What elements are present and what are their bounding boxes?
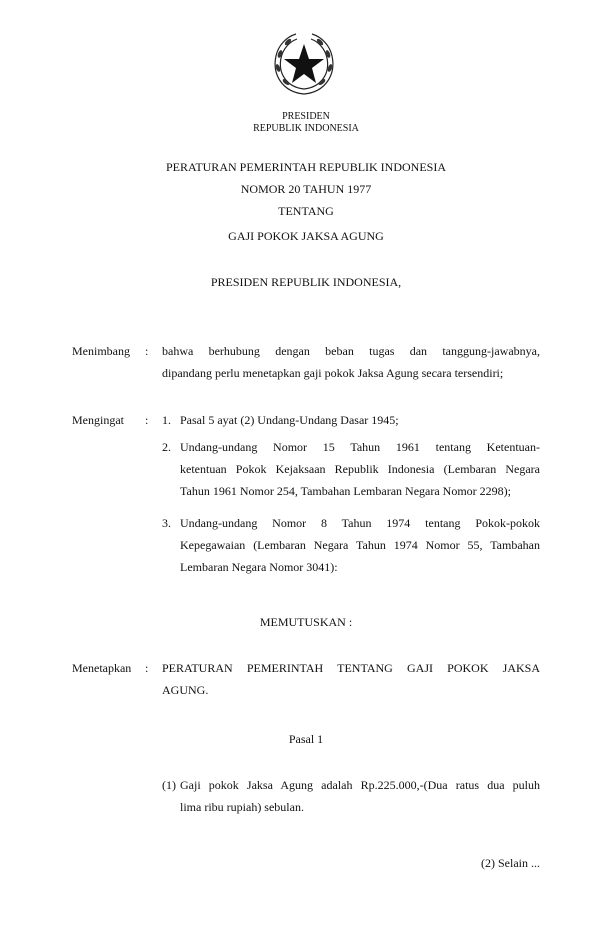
text-line: Undang-undang Nomor 8 Tahun 1974 tentang Pokok-pokok (180, 516, 540, 530)
text-line: Pasal 5 ayat (2) Undang-Undang Dasar 1945; (180, 413, 399, 427)
mengingat-item-1 (180, 409, 540, 431)
memutuskan-heading: MEMUTUSKAN : (259, 615, 353, 629)
header-presiden: PRESIDEN (282, 111, 330, 122)
text-line: Kepegawaian (Lembaran Negara Tahun 1974 Nomor 55, Tambahan (180, 538, 540, 552)
mengingat-label: Mengingat (72, 413, 124, 427)
ayat-number: (1) (162, 778, 176, 792)
text-line: lima ribu rupiah) sebulan. (180, 800, 304, 814)
menetapkan-colon: : (145, 661, 149, 675)
mengingat-item-3 (180, 512, 540, 578)
text-line: dipandang perlu menetapkan gaji pokok Jaksa Agung secara tersendiri; (162, 366, 504, 380)
pasal-1-ayat-1 (180, 774, 540, 818)
pasal-1-heading: Pasal 1 (288, 732, 324, 746)
presidential-emblem-icon (268, 28, 340, 100)
title-line-2: NOMOR 20 TAHUN 1977 (240, 182, 372, 196)
text-line: Undang-undang Nomor 15 Tahun 1961 tentang Ketentuan- (180, 440, 540, 454)
menetapkan-text (162, 657, 540, 701)
text-line: Lembaran Negara Nomor 3041): (180, 560, 338, 574)
text-line: Tahun 1961 Nomor 254, Tambahan Lembaran Negara Nomor 2298); (180, 484, 512, 498)
text-line: ketentuan Pokok Kejaksaan Republik Indonesia (Lembaran Negara (180, 462, 540, 476)
text-line: bahwa berhubung dengan beban tugas dan tanggung-jawabnya, (162, 344, 540, 358)
item-number: 2. (162, 440, 171, 454)
title-line-1: PERATURAN PEMERINTAH REPUBLIK INDONESIA (165, 160, 447, 174)
text-line: PERATURAN PEMERINTAH TENTANG GAJI POKOK JAKSA (162, 661, 540, 675)
next-page-catchword: (2) Selain ... (481, 856, 540, 870)
preamble: PRESIDEN REPUBLIK INDONESIA, (210, 275, 402, 289)
menimbang-colon: : (145, 344, 149, 358)
title-line-4: GAJI POKOK JAKSA AGUNG (228, 229, 384, 243)
text-line: AGUNG. (162, 683, 209, 697)
text-line: Gaji pokok Jaksa Agung adalah Rp.225.000,-(Dua ratus dua puluh (180, 778, 540, 792)
item-number: 3. (162, 516, 171, 530)
menimbang-text (162, 340, 540, 384)
mengingat-item-2 (180, 436, 540, 502)
mengingat-colon: : (145, 413, 149, 427)
header-republik-indonesia: REPUBLIK INDONESIA (253, 123, 359, 134)
title-line-3: TENTANG (278, 204, 334, 218)
menetapkan-label: Menetapkan (72, 661, 132, 675)
item-number: 1. (162, 413, 171, 427)
menimbang-label: Menimbang (72, 344, 130, 358)
